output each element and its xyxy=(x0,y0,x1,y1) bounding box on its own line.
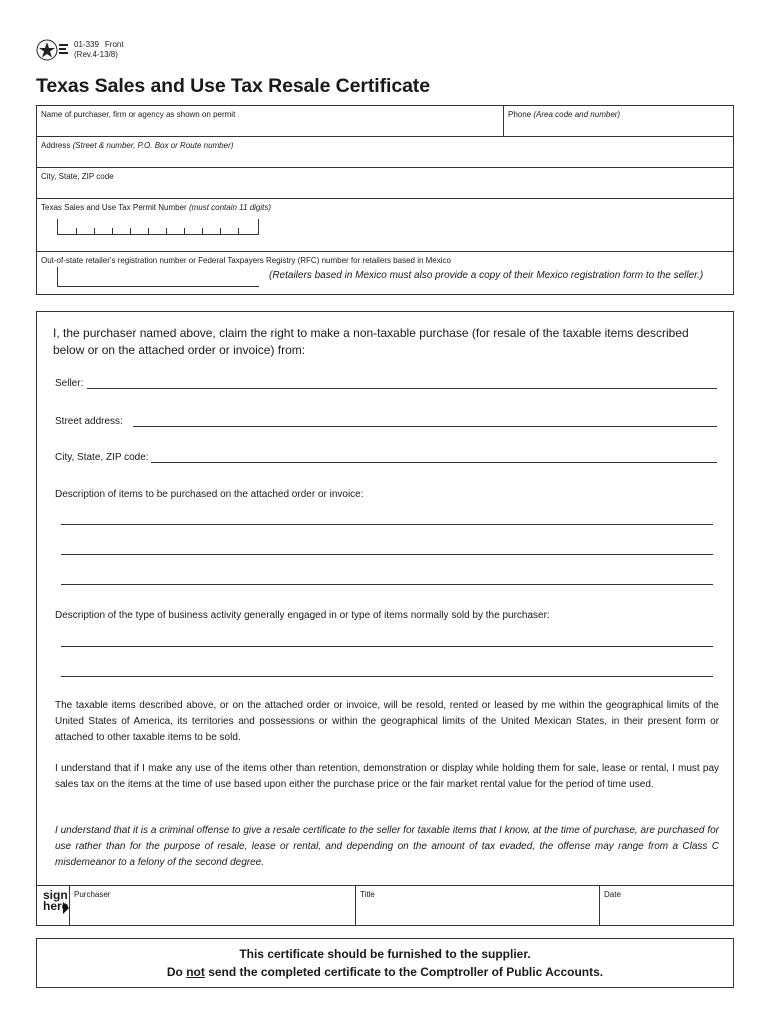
phone-field[interactable] xyxy=(503,106,735,137)
items-description-line[interactable] xyxy=(61,524,713,525)
seller-label: Seller: xyxy=(55,378,84,389)
title-label: Title xyxy=(360,890,375,899)
footer-notice xyxy=(36,938,734,988)
claim-box xyxy=(36,311,734,926)
rfc-number-box[interactable] xyxy=(57,267,259,287)
form-side: Front xyxy=(104,40,124,49)
street-address-line[interactable] xyxy=(133,426,717,427)
form-number: 01-339 xyxy=(74,40,99,49)
business-description-line[interactable] xyxy=(61,646,713,647)
seller-line[interactable] xyxy=(87,388,717,389)
outstate-registration-field[interactable] xyxy=(37,252,733,296)
resale-paragraph: The taxable items described above, or on the attached order or invoice, will be resold, rented or leased by me within the geographical limits of the United States of America, its territories and possessions or within the geographical limits of the United Mexican States, in their present form or attached to other taxable items to be sold. xyxy=(55,700,719,743)
address-label: Address xyxy=(41,141,71,150)
purchaser-signature-label: Purchaser xyxy=(74,890,111,899)
permit-number-field[interactable] xyxy=(37,199,733,252)
date-label: Date xyxy=(604,890,621,899)
footer-line-2: Do not send the completed certificate to the Comptroller of Public Accounts. xyxy=(166,965,604,979)
date-field[interactable] xyxy=(599,886,733,926)
purchaser-name-label: Name of purchaser, firm or agency as shown on permit xyxy=(41,110,236,119)
phone-label: Phone xyxy=(508,110,532,119)
footer-line-1: This certificate should be furnished to the supplier. xyxy=(239,947,531,961)
address-hint: (Street & number, P.O. Box or Route number) xyxy=(72,141,234,150)
city-state-zip-field[interactable] xyxy=(37,168,733,199)
street-address-row[interactable] xyxy=(55,416,717,427)
page-title: Texas Sales and Use Tax Resale Certificate xyxy=(36,75,430,97)
city-state-zip-label: City, State, ZIP code xyxy=(41,172,114,181)
items-description-line[interactable] xyxy=(61,554,713,555)
sign-here-mark: sign here xyxy=(43,888,69,913)
purchaser-signature-field[interactable] xyxy=(69,886,355,926)
mexico-note: (Retailers based in Mexico must also provide a copy of their Mexico registration form to the seller.) xyxy=(269,270,704,281)
street-address-label: Street address: xyxy=(55,416,123,427)
business-description-line[interactable] xyxy=(61,676,713,677)
seller-city-row[interactable] xyxy=(55,452,717,463)
claim-statement: I, the purchaser named above, claim the right to make a non-taxable purchase (for resale of the taxable items described below or on the attached order or invoice) from: xyxy=(53,326,689,357)
purchaser-info-box xyxy=(36,105,734,295)
items-description-label: Description of items to be purchased on the attached order or invoice: xyxy=(55,489,364,500)
business-description-label: Description of the type of business activity generally engaged in or type of items normally sold by the purchaser: xyxy=(55,610,550,621)
offense-paragraph: I understand that it is a criminal offense to give a resale certificate to the seller for taxable items that I know, at the time of purchase, are purchased for use rather than for the purpose of resale, lease or rental, and depending on the amount of tax evaded, the offense may range from a Class C misdemeanor to a felony of the second degree. xyxy=(55,825,719,868)
form-header xyxy=(36,38,124,62)
signature-row xyxy=(37,885,733,925)
seller-city-line[interactable] xyxy=(151,462,717,463)
title-field[interactable] xyxy=(355,886,599,926)
seller-row[interactable] xyxy=(55,378,717,389)
form-revision: (Rev.4-13/8) xyxy=(74,50,118,59)
use-tax-paragraph: I understand that if I make any use of the items other than retention, demonstration or display while holding them for sale, lease or rental, I must pay sales tax on the items at the time of use based upon either the purchase price or the fair market rental value for the period of time used. xyxy=(55,763,719,790)
phone-hint: (Area code and number) xyxy=(533,110,621,119)
texas-seal-icon xyxy=(36,38,70,62)
permit-number-hint: (must contain 11 digits) xyxy=(188,203,272,212)
purchaser-name-field[interactable] xyxy=(37,106,733,137)
seller-city-label: City, State, ZIP code: xyxy=(55,452,149,463)
permit-digit-boxes[interactable] xyxy=(57,219,259,235)
address-field[interactable] xyxy=(37,137,733,168)
outstate-registration-label: Out-of-state retailer's registration number or Federal Taxpayers Registry (RFC) number for retailers based in Mexico xyxy=(41,256,451,265)
items-description-line[interactable] xyxy=(61,584,713,585)
permit-number-label: Texas Sales and Use Tax Permit Number xyxy=(41,203,187,212)
